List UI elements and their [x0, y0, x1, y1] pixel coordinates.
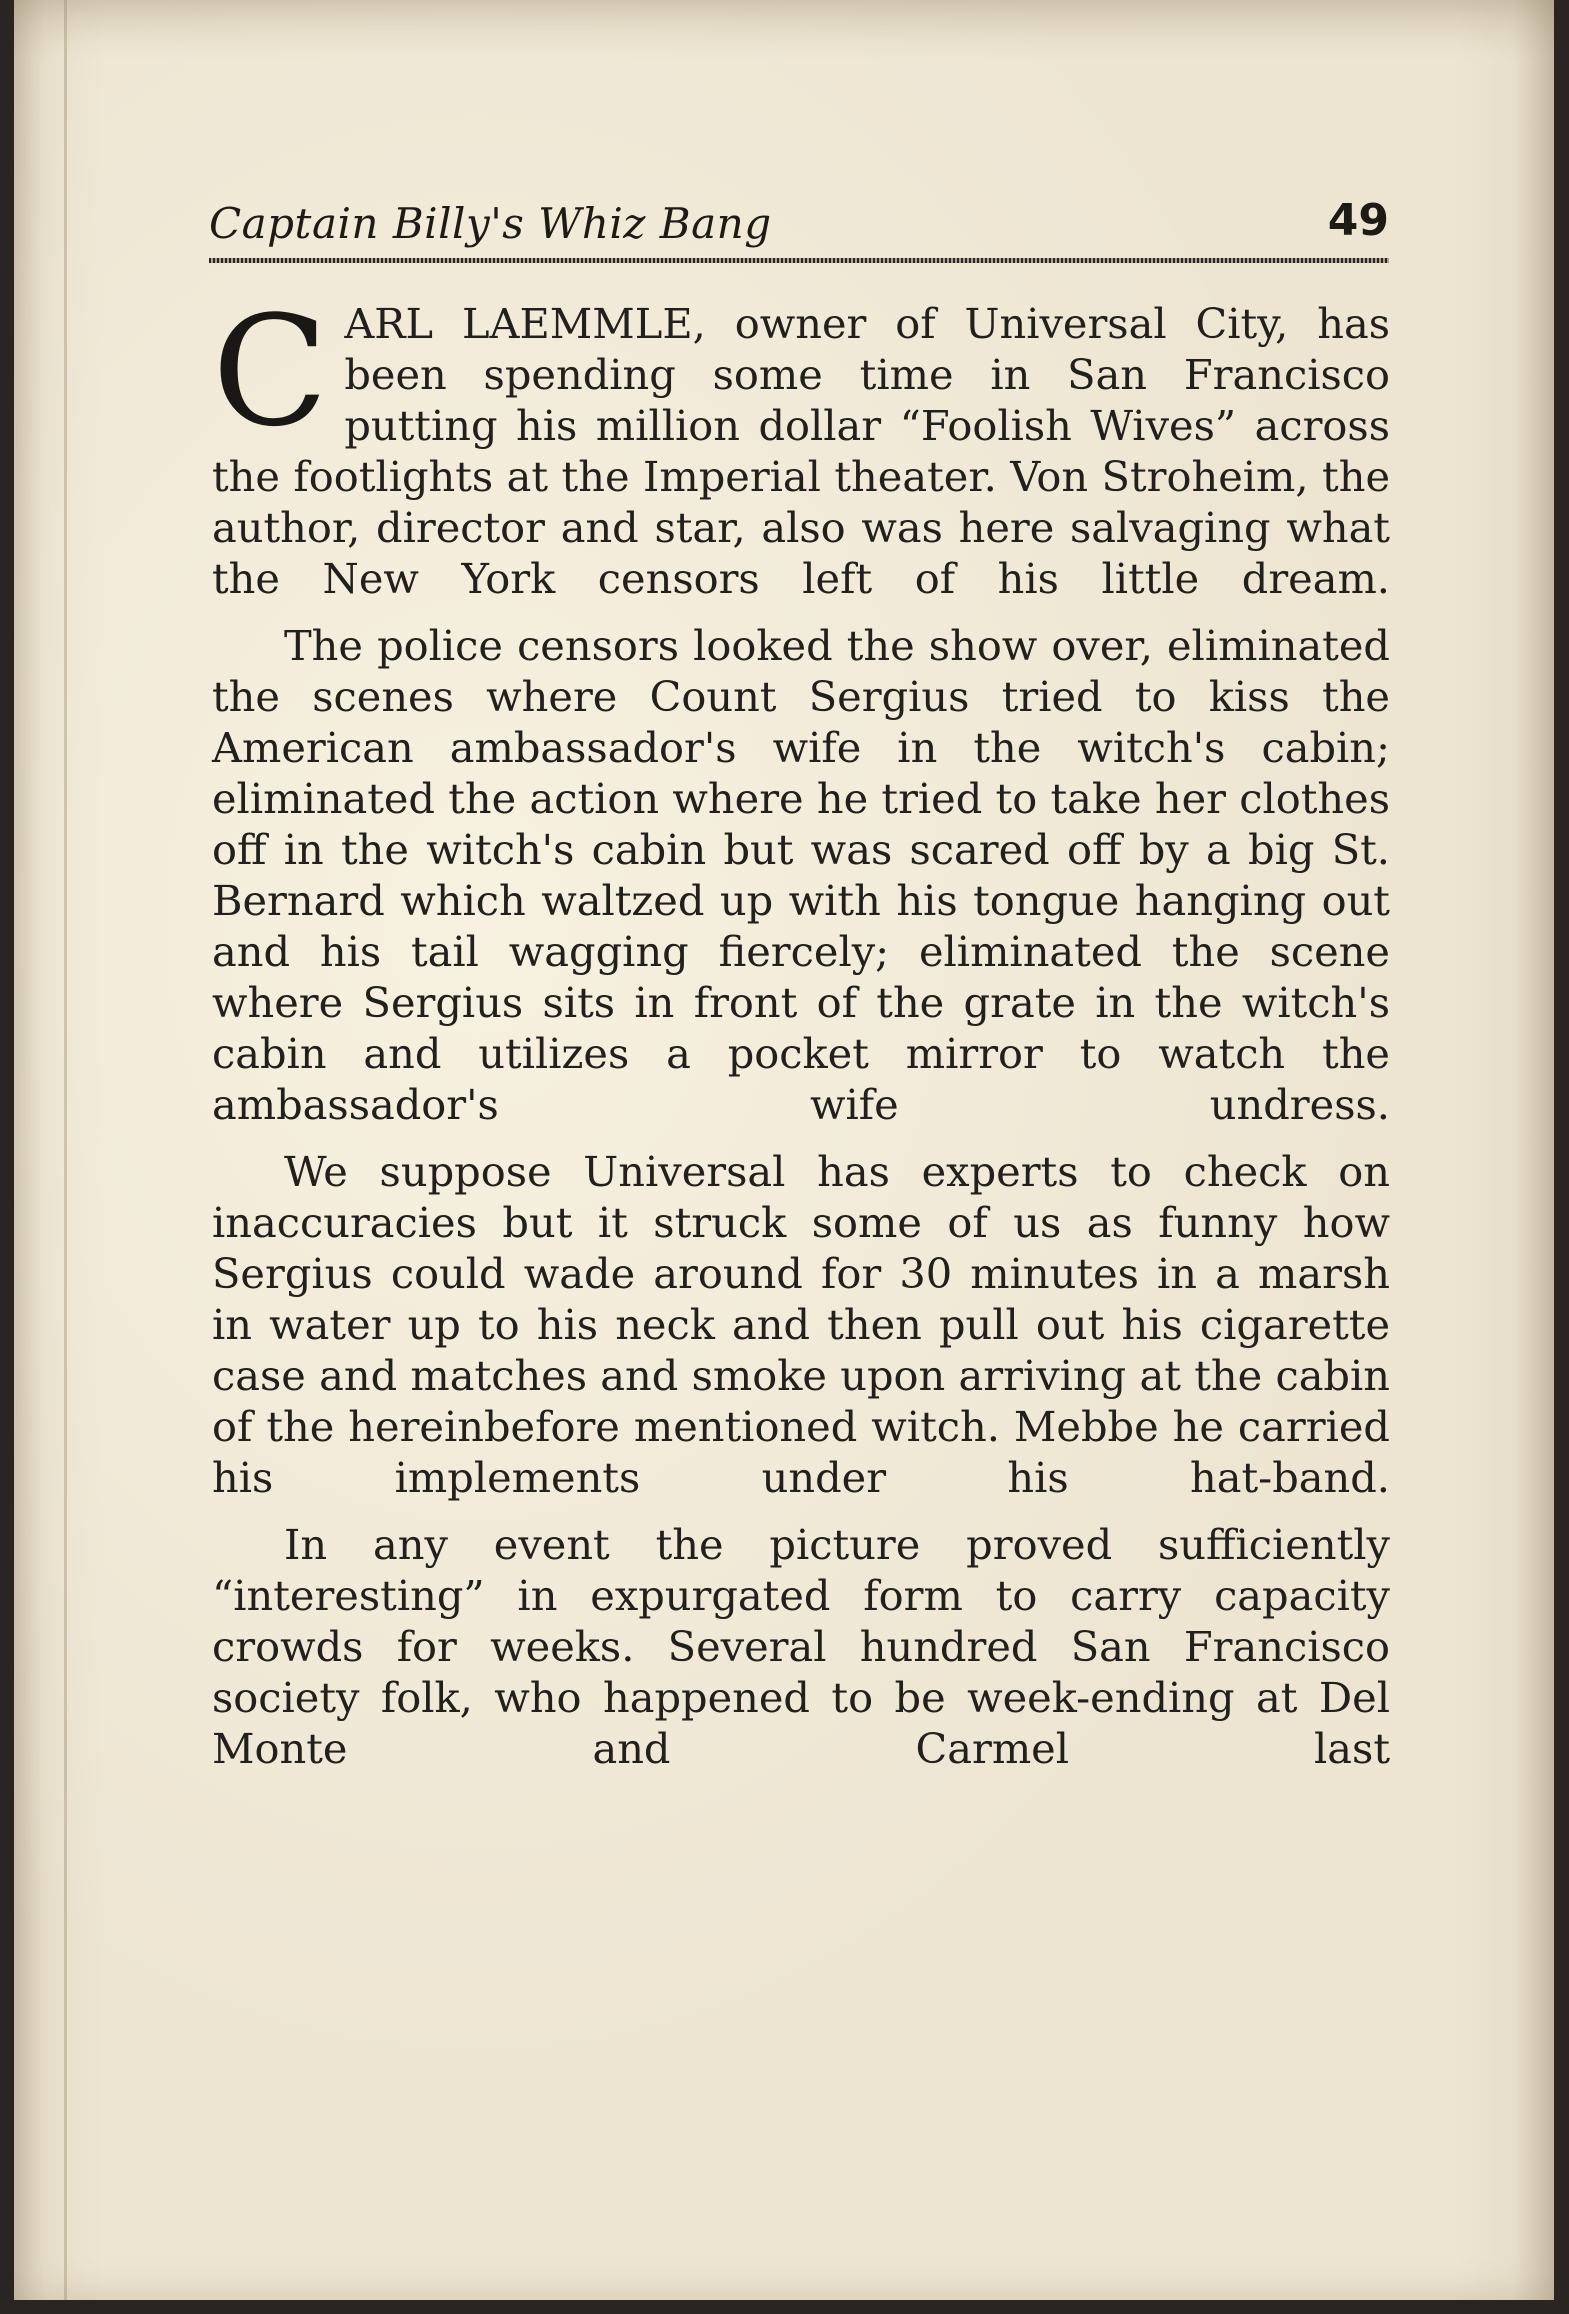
- paragraph-3: We suppose Universal has experts to check on inaccuracies but it struck some of us as funny how Sergius could wade around for 30 minutes in a marsh in water up to his neck and then pull out his cigarette case and matches and smoke upon arriving at the cabin of the hereinbefore mentioned witch. Mebbe he carried his implements under his hat-band.: [212, 1147, 1390, 1502]
- paragraph-2: The police censors looked the show over, eliminated the scenes where Count Sergius tried to kiss the American ambassador's wife in the witch's cabin; eliminated the action where he tried to take her clothes off in the witch's cabin but was scared off by a big St. Bernard which waltzed up with his tongue hanging out and his tail wagging fiercely; eliminated the scene where Sergius sits in front of the grate in the witch's cabin and utilizes a pocket mirror to watch the ambassador's wife undress.: [212, 621, 1390, 1129]
- running-title: Captain Billy's Whiz Bang: [209, 199, 772, 248]
- header-rule: [209, 258, 1389, 263]
- page-number: 49: [1327, 195, 1389, 246]
- binding-gutter: [64, 0, 67, 2300]
- paragraph-1-text: ARL LAEMMLE, owner of Universal City, has been spending some time in San Francisco putting his million dollar “Foolish Wives” across the footlights at the Imperial theater. Von Stroheim, the author, director and star, also was here salvaging what the New York censors left of his little dream.: [212, 299, 1390, 603]
- paragraph-4: In any event the picture proved sufficiently “interesting” in expurgated form to carry capacity crowds for weeks. Several hundred San Francisco society folk, who happened to be week-ending at Del Monte and Carmel last: [212, 1520, 1390, 1773]
- paragraph-1: [212, 283, 1390, 604]
- article-body: [212, 283, 1390, 1774]
- drop-cap: C: [212, 283, 329, 460]
- book-page: [14, 0, 1554, 2300]
- page-header: [209, 195, 1389, 265]
